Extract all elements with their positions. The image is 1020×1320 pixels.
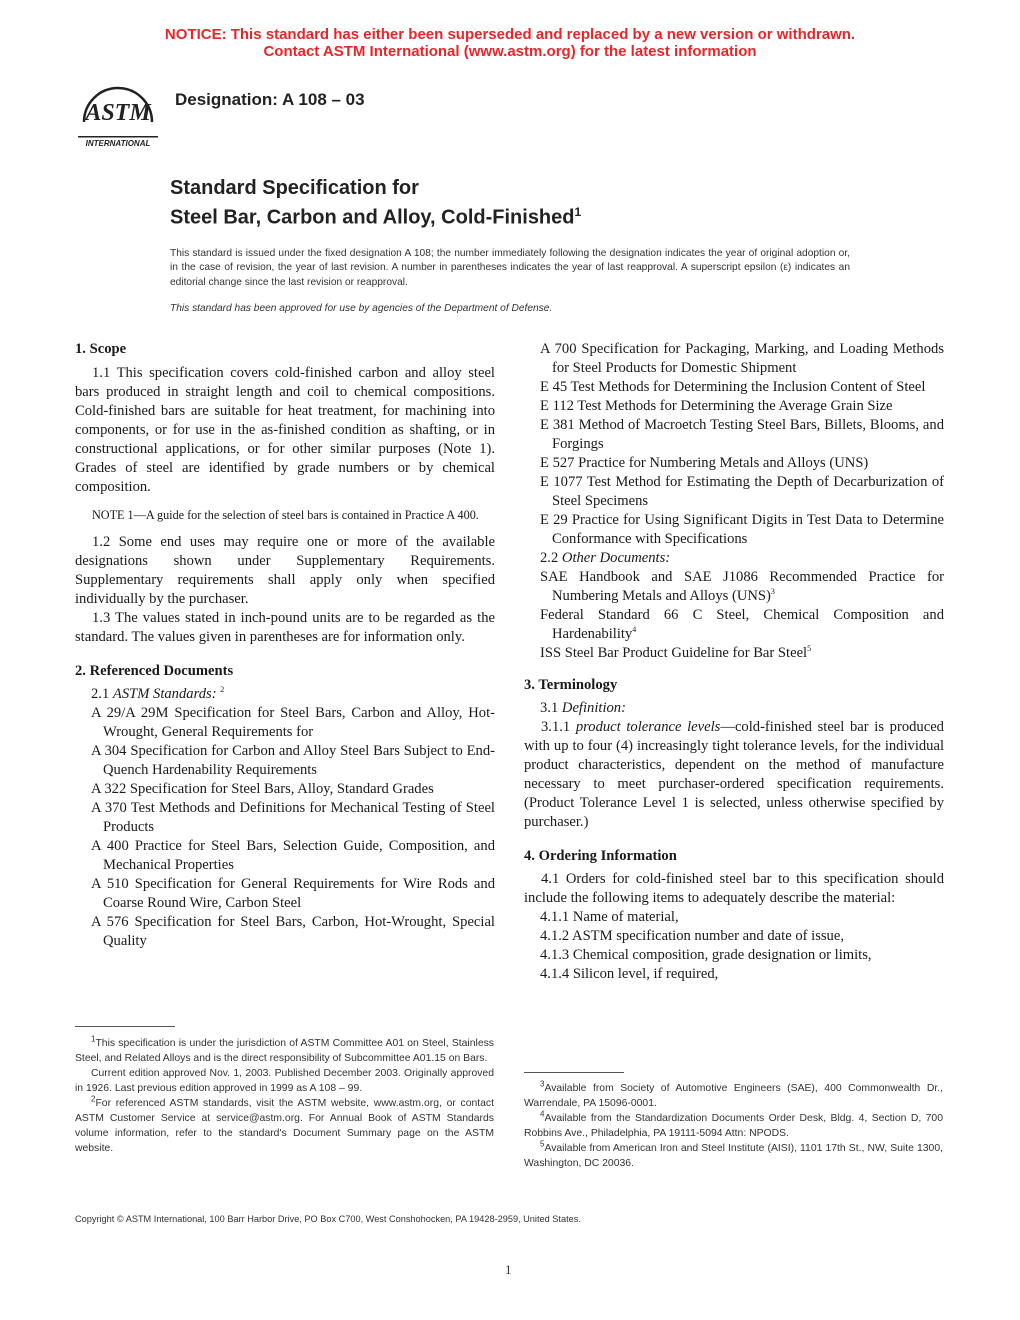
footnote-text: For referenced ASTM standards, visit the ASTM website, www.astm.org, or contact ASTM Customer Service at service@astm.org. For Annual Book of ASTM Standards volume information, refer to the standard's Document Summary page on the ASTM website. — [75, 1098, 494, 1154]
footnote-2 — [75, 1096, 494, 1156]
ref-item: A 322 Specification for Steel Bars, Alloy, Standard Grades — [91, 781, 434, 797]
footnote-mark-2: 2 — [220, 685, 225, 695]
title-text: Steel Bar, Carbon and Alloy, Cold-Finished — [170, 206, 575, 229]
note-1: NOTE 1—A guide for the selection of steel bars is contained in Practice A 400. — [92, 508, 479, 522]
other-doc-item — [524, 568, 944, 606]
other-doc-text: Federal Standard 66 C Steel, Chemical Composition and Hardenability — [540, 607, 944, 642]
footnote-text: This specification is under the jurisdiction of ASTM Committee A01 on Steel, Stainless Steel, and Related Alloys and is the direct responsibility of Subcommittee A01.15 on Bars. — [75, 1038, 494, 1064]
title-footnote-mark: 1 — [574, 205, 582, 219]
definition-num: 3.1.1 — [541, 719, 571, 735]
astm-logo — [74, 78, 162, 150]
ref-item: A 370 Test Methods and Definitions for Mechanical Testing of Steel Products — [91, 800, 495, 835]
footnote-number: 5 — [540, 1139, 545, 1149]
subsection-2-1-num: 2.1 — [91, 686, 110, 702]
ref-item: E 112 Test Methods for Determining the Average Grain Size — [540, 398, 893, 414]
designation: Designation: A 108 – 03 — [175, 90, 365, 109]
footnote-mark-5: 5 — [807, 644, 812, 654]
paragraph-1-2: 1.2 Some end uses may require one or more of the available designations shown under Supplementary Requirements. Supplementary requirements shall apply only when specified individually by the purchaser. — [75, 534, 495, 607]
ref-item: E 1077 Test Method for Estimating the Depth of Decarburization of Steel Specimens — [540, 474, 944, 509]
svg-text:INTERNATIONAL: INTERNATIONAL — [85, 139, 151, 148]
footnote-rule-right — [524, 1072, 624, 1073]
ref-item: A 700 Specification for Packaging, Marking, and Loading Methods for Steel Products for Domestic Shipment — [540, 341, 944, 376]
footnote-text: Current edition approved Nov. 1, 2003. Published December 2003. Originally approved in 1926. Last previous edition approved in 1999 as A 108 – 99. — [75, 1068, 494, 1094]
other-doc-item — [524, 644, 944, 663]
definition-term: product tolerance levels — [575, 719, 721, 735]
footnote-number: 4 — [540, 1109, 545, 1119]
subsection-3-1-label: Definition: — [561, 700, 626, 716]
footnote-1-edition — [75, 1066, 494, 1096]
ref-item: A 29/A 29M Specification for Steel Bars, Carbon and Alloy, Hot-Wrought, General Requirements for — [91, 705, 495, 740]
other-doc-text: ISS Steel Bar Product Guideline for Bar Steel — [540, 645, 808, 661]
notice-line-1: NOTICE: This standard has either been superseded and replaced by a new version or withdrawn. — [164, 26, 856, 43]
footnotes-right — [524, 1081, 943, 1171]
footnote-number: 2 — [91, 1094, 96, 1104]
subsection-3-1-num: 3.1 — [540, 700, 559, 716]
title-line-1: Standard Specification for — [170, 177, 419, 199]
footnote-rule-left — [75, 1026, 175, 1027]
footnote-text: Available from American Iron and Steel Institute (AISI), 1101 17th St., NW, Suite 1300, Washington, DC 20036. — [524, 1143, 943, 1169]
footnote-number: 1 — [91, 1034, 96, 1044]
paragraph-4-1: 4.1 Orders for cold-finished steel bar to this specification should include the following items to adequately describe the material: — [524, 871, 944, 906]
footnote-5 — [524, 1141, 943, 1171]
footnotes-left — [75, 1036, 494, 1156]
subsection-2-1 — [75, 685, 495, 704]
subsection-2-2 — [524, 549, 944, 568]
definition-text: —cold-finished steel bar is produced with up to four (4) increasingly tight tolerance levels, for the individual product characteristics, dependent on the method of manufacture necessary to meet purchaser-ordered specification requirements. (Product Tolerance Level 1 is selected, unless otherwise specified by purchaser.) — [524, 719, 944, 830]
ref-item: E 29 Practice for Using Significant Digits in Test Data to Determine Conformance with Specifications — [540, 512, 944, 547]
footnote-mark-4: 4 — [632, 625, 637, 635]
section-terminology-heading: 3. Terminology — [524, 677, 618, 693]
order-item: 4.1.2 ASTM specification number and date of issue, — [540, 928, 844, 944]
subsection-2-1-label: ASTM Standards: — [112, 686, 217, 702]
ref-item: E 381 Method of Macroetch Testing Steel Bars, Billets, Blooms, and Forgings — [540, 417, 944, 452]
approved-notice: This standard has been approved for use by agencies of the Department of Defense. — [170, 303, 553, 314]
footnote-text: Available from the Standardization Documents Order Desk, Bldg. 4, Section D, 700 Robbins Ave., Philadelphia, PA 19111-5094 Attn: NPODS. — [524, 1113, 943, 1139]
title-line-2 — [170, 200, 581, 230]
other-doc-item — [524, 606, 944, 644]
section-referenced-heading: 2. Referenced Documents — [75, 663, 234, 679]
footnote-mark-3: 3 — [770, 587, 775, 597]
footnote-number: 3 — [540, 1079, 545, 1089]
subsection-3-1 — [524, 699, 944, 718]
ref-item: A 576 Specification for Steel Bars, Carbon, Hot-Wrought, Special Quality — [91, 914, 495, 949]
svg-text:ASTM: ASTM — [85, 100, 151, 126]
ref-item: E 45 Test Methods for Determining the Inclusion Content of Steel — [540, 379, 926, 395]
section-scope-heading: 1. Scope — [75, 341, 127, 357]
footnote-3 — [524, 1081, 943, 1111]
ref-item: A 400 Practice for Steel Bars, Selection Guide, Composition, and Mechanical Properties — [91, 838, 495, 873]
definition-3-1-1 — [524, 718, 944, 832]
order-item: 4.1.3 Chemical composition, grade designation or limits, — [540, 947, 872, 963]
notice-line-2: Contact ASTM International (www.astm.org) for the latest information — [263, 43, 757, 60]
footnote-4 — [524, 1111, 943, 1141]
order-item: 4.1.4 Silicon level, if required, — [540, 966, 719, 982]
paragraph-1-3: 1.3 The values stated in inch-pound units are to be regarded as the standard. The values given in parentheses are for information only. — [75, 610, 495, 645]
subsection-2-2-label: Other Documents: — [561, 550, 671, 566]
footnote-1 — [75, 1036, 494, 1066]
ref-item: A 510 Specification for General Requirements for Wire Rods and Coarse Round Wire, Carbon Steel — [91, 876, 495, 911]
section-ordering-heading: 4. Ordering Information — [524, 848, 677, 864]
other-doc-text: SAE Handbook and SAE J1086 Recommended Practice for Numbering Metals and Alloys (UNS) — [540, 569, 944, 604]
right-column — [524, 340, 944, 984]
order-item: 4.1.1 Name of material, — [540, 909, 679, 925]
ref-item: A 304 Specification for Carbon and Alloy Steel Bars Subject to End-Quench Hardenability Requirements — [91, 743, 495, 778]
issued-notice: This standard is issued under the fixed designation A 108; the number immediately following the designation indicates the year of original adoption or, in the case of revision, the year of last revision. A number in parentheses indicates the year of last reapproval. A superscript epsilon (ε) indicates an editorial change since the last revision or reapproval. — [170, 248, 850, 288]
copyright: Copyright © ASTM International, 100 Barr Harbor Drive, PO Box C700, West Conshohocken, PA 19428-2959, United States. — [75, 1214, 581, 1224]
page-number: 1 — [505, 1262, 512, 1277]
footnote-text: Available from Society of Automotive Engineers (SAE), 400 Commonwealth Dr., Warrendale, PA 15096-0001. — [524, 1083, 943, 1109]
paragraph-1-1: 1.1 This specification covers cold-finished carbon and alloy steel bars produced in straight length and coil to chemical compositions. Cold-finished bars are suitable for heat treatment, for machining into components, or for use in the as-finished condition as shafting, or in constructional applications, or for other similar purposes (Note 1). Grades of steel are identified by grade numbers or by chemical composition. — [75, 365, 495, 495]
left-column — [75, 340, 495, 951]
ref-item: E 527 Practice for Numbering Metals and Alloys (UNS) — [540, 455, 869, 471]
subsection-2-2-num: 2.2 — [540, 550, 559, 566]
